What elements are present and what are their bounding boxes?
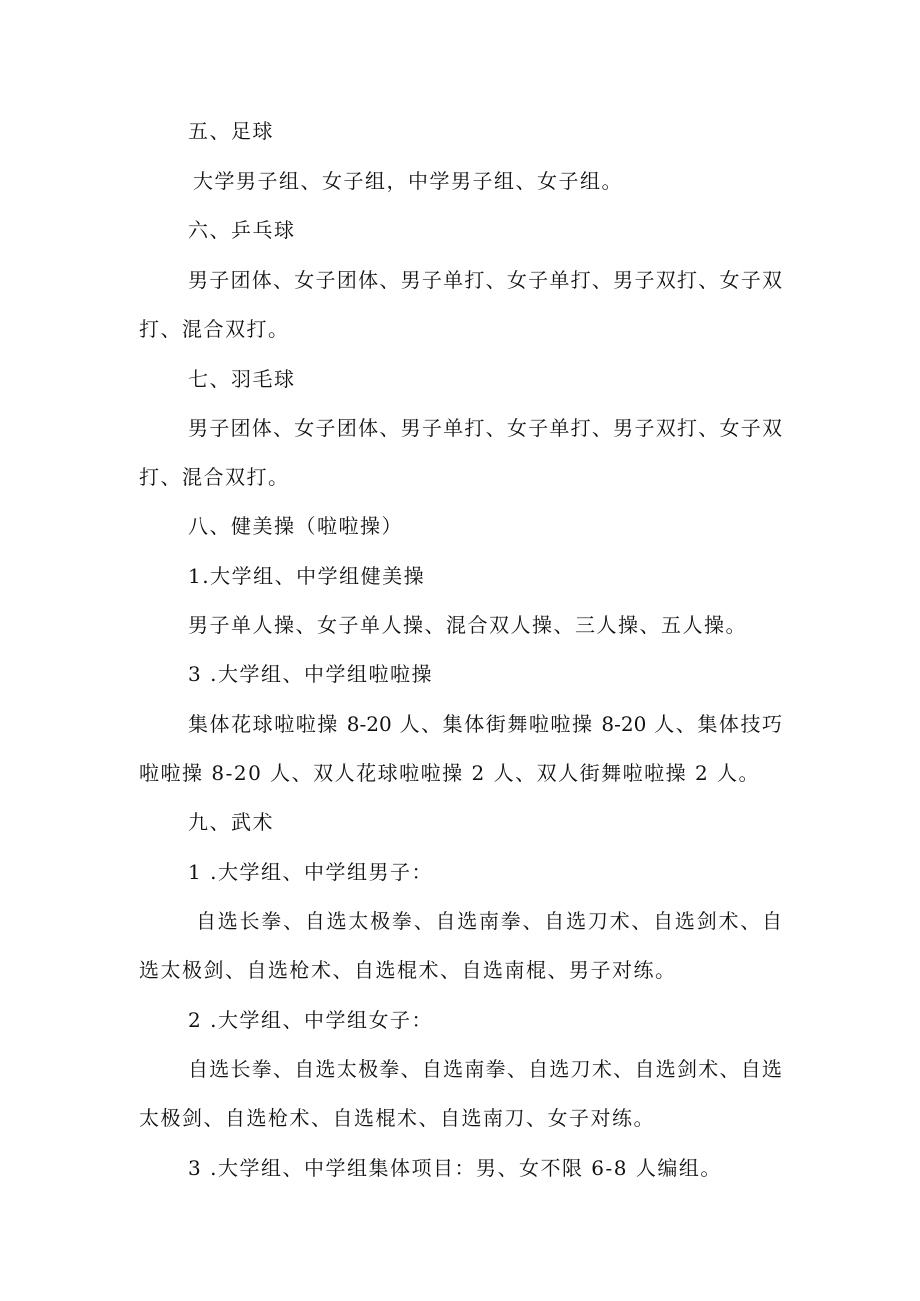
paragraph-wushu-men-line1: 自选长拳、自选太极拳、自选南拳、自选刀术、自选剑术、自 xyxy=(196,909,782,933)
heading-aerobics: 八、健美操（啦啦操） xyxy=(188,514,403,538)
paragraph-table-tennis-line1: 男子团体、女子团体、男子单打、女子单打、男子双打、女子双 xyxy=(188,268,782,292)
paragraph-wushu-women-line1: 自选长拳、自选太极拳、自选南拳、自选刀术、自选剑术、自选 xyxy=(188,1057,782,1081)
subheading-aerobics-cheerleading: 3 .大学组、中学组啦啦操 xyxy=(188,662,433,686)
subheading-wushu-women: 2 .大学组、中学组女子： xyxy=(188,1008,433,1032)
paragraph-football-groups: 大学男子组、女子组，中学男子组、女子组。 xyxy=(193,169,623,193)
heading-badminton: 七、羽毛球 xyxy=(188,367,296,391)
paragraph-badminton-line2: 打、混合双打。 xyxy=(139,465,290,489)
heading-wushu: 九、武术 xyxy=(188,810,274,834)
paragraph-wushu-men-line2: 选太极剑、自选枪术、自选棍术、自选南棍、男子对练。 xyxy=(139,958,677,982)
paragraph-cheerleading-line1: 集体花球啦啦操 8-20 人、集体街舞啦啦操 8-20 人、集体技巧 xyxy=(188,712,782,736)
subheading-aerobics-fitness: 1.大学组、中学组健美操 xyxy=(188,564,426,588)
heading-table-tennis: 六、乒乓球 xyxy=(188,218,296,242)
subheading-wushu-group: 3 .大学组、中学组集体项目：男、女不限 6-8 人编组。 xyxy=(188,1156,722,1180)
paragraph-badminton-line1: 男子团体、女子团体、男子单打、女子单打、男子双打、女子双 xyxy=(188,416,782,440)
paragraph-wushu-women-line2: 太极剑、自选枪术、自选棍术、自选南刀、女子对练。 xyxy=(139,1106,655,1130)
paragraph-cheerleading-line2: 啦啦操 8-20 人、双人花球啦啦操 2 人、双人街舞啦啦操 2 人。 xyxy=(139,761,761,785)
heading-football: 五、足球 xyxy=(188,119,274,143)
subheading-wushu-men: 1 .大学组、中学组男子： xyxy=(188,860,433,884)
paragraph-aerobics-fitness: 男子单人操、女子单人操、混合双人操、三人操、五人操。 xyxy=(188,613,747,637)
paragraph-table-tennis-line2: 打、混合双打。 xyxy=(139,317,290,341)
